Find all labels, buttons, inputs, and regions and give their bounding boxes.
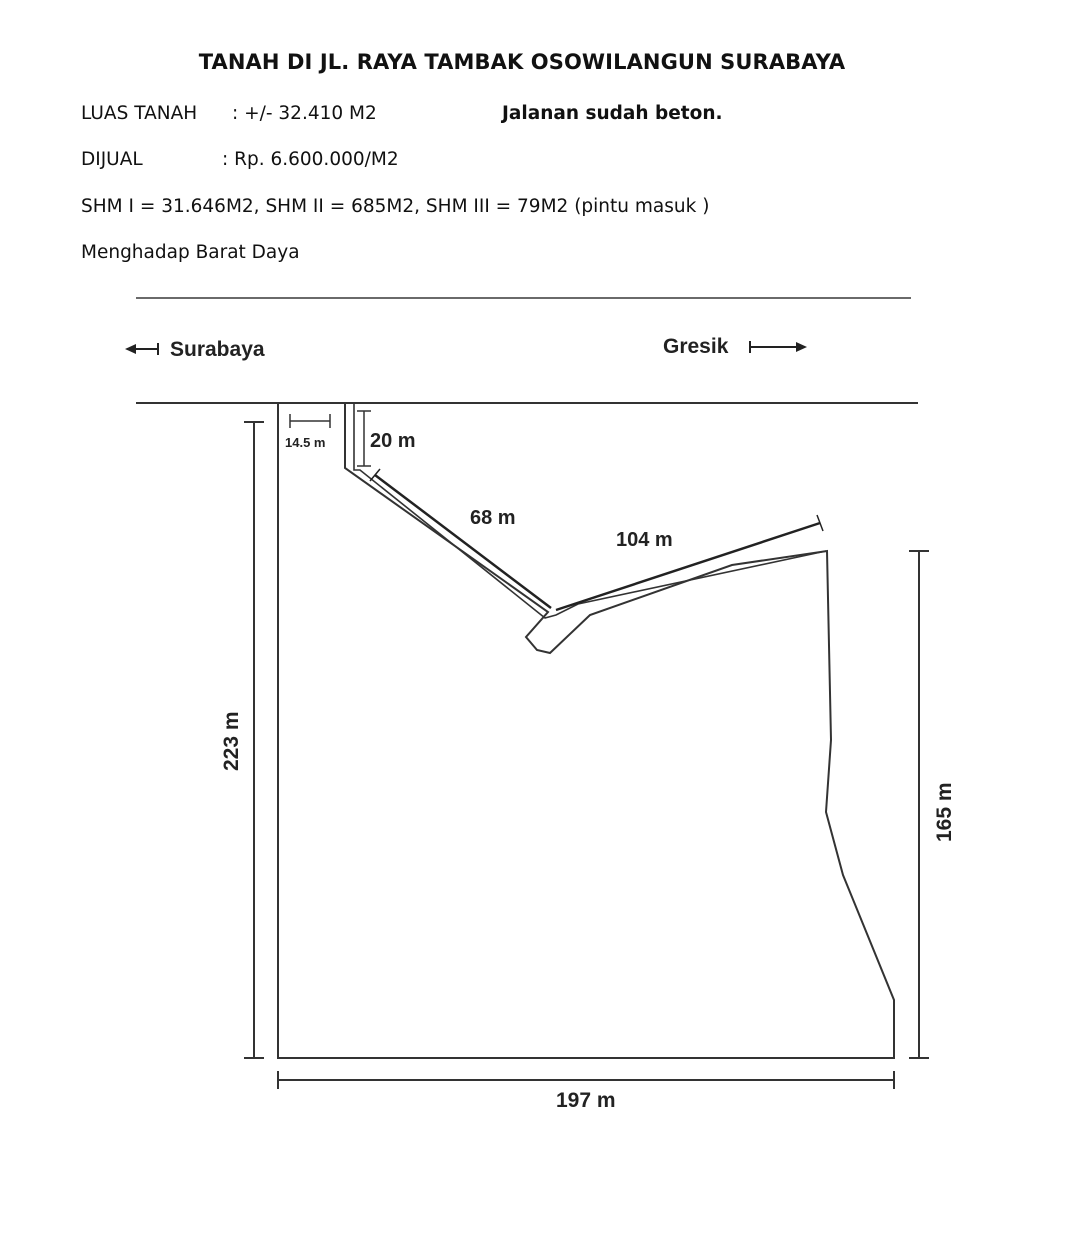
arrow-right-icon (750, 341, 807, 353)
page-title: TANAH DI JL. RAYA TAMBAK OSOWILANGUN SURABAYA (198, 50, 846, 74)
road-note: Jalanan sudah beton. (502, 103, 723, 124)
label-diagonal-short: 68 m (470, 507, 516, 529)
direction-surabaya: Surabaya (170, 338, 265, 361)
direction-gresik: Gresik (663, 335, 729, 358)
dim-east-side (909, 551, 929, 1058)
price-value: : Rp. 6.600.000/M2 (222, 149, 399, 170)
land-area-value: : +/- 32.410 M2 (232, 103, 377, 124)
price-label: DIJUAL (81, 149, 143, 170)
certificate-row: SHM I = 31.646M2, SHM II = 685M2, SHM III = 79M2 (pintu masuk ) (81, 196, 710, 217)
dim-south-side (278, 1071, 894, 1089)
label-diagonal-long: 104 m (616, 529, 673, 551)
label-entrance-width: 14.5 m (285, 435, 326, 450)
label-south-side: 197 m (556, 1089, 616, 1112)
dim-west-side (244, 422, 264, 1058)
label-east-side: 165 m (933, 782, 956, 842)
road-south-edge-left (136, 403, 278, 1058)
dim-entrance-depth (357, 411, 371, 466)
label-west-side: 223 m (220, 711, 243, 771)
dim-diagonal-short (370, 469, 551, 608)
label-entrance-depth: 20 m (370, 430, 416, 452)
arrow-left-icon (125, 343, 158, 355)
land-parcel-outline (278, 403, 894, 1058)
facing-row: Menghadap Barat Daya (81, 242, 300, 263)
entrance-inner-edge (354, 403, 826, 618)
land-area-label: LUAS TANAH (81, 103, 198, 124)
dim-entrance-width (290, 414, 330, 428)
dim-diagonal-long (556, 515, 823, 610)
